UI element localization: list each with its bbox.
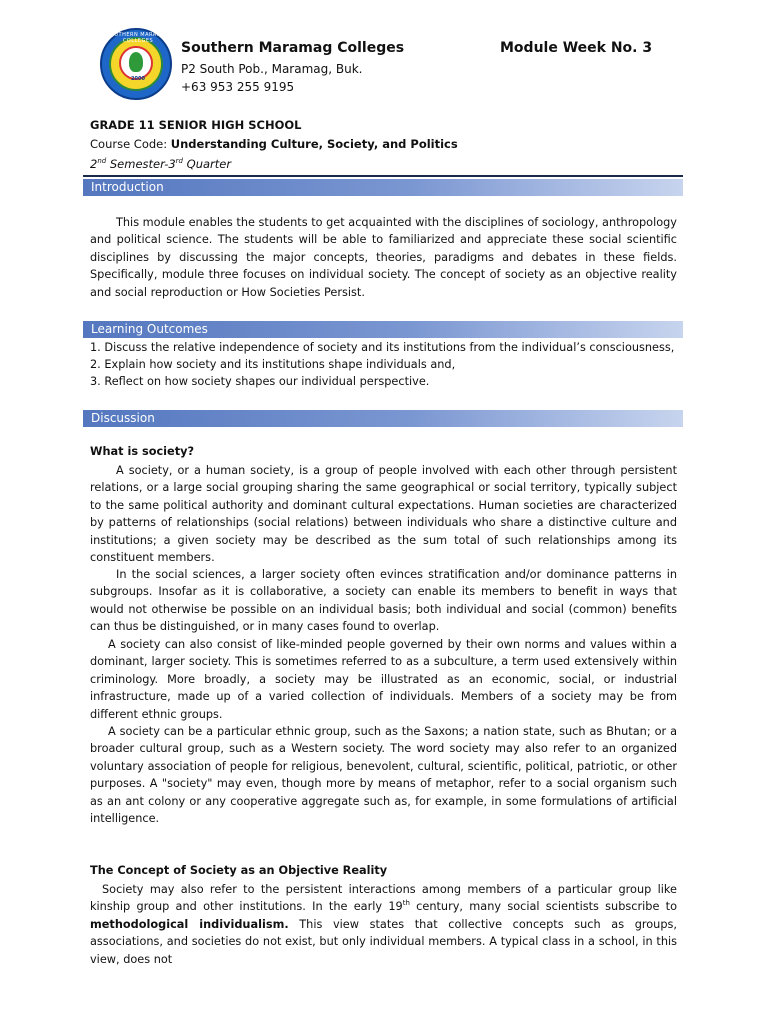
quarter-suffix: rd bbox=[175, 157, 183, 166]
objective-reality-paragraph bbox=[90, 881, 677, 968]
discussion-paragraph-1 bbox=[90, 462, 677, 566]
paragraph-text: This view states that collective concepts such as groups, associations, and societies do not exist, but only individual members. A typical class in a school, in this view, does not bbox=[90, 917, 677, 966]
school-name: Southern Maramag Colleges bbox=[181, 40, 405, 56]
ordinal-suffix: th bbox=[402, 899, 410, 908]
paragraph-text: A society can be a particular ethnic group, such as the Saxons; a nation state, such as Bhutan; or a broader cultural group, such as a Western society. The word society may also refer to an organized voluntary association of people for religious, benevolent, cultural, scientific, political, patriotic, or other purposes. A "society" may even, though more by means of metaphor, refer to a social organism such as an ant colony or any cooperative aggregate such as, for example, in some formulations of artificial intelligence. bbox=[90, 725, 677, 826]
school-logo-icon bbox=[100, 28, 172, 100]
discussion-paragraph-4 bbox=[90, 723, 677, 827]
logo-leaf-icon bbox=[129, 52, 143, 72]
introduction-body: This module enables the students to get acquainted with the disciplines of sociology, anthropology and political science. The students will be able to familiarized and appreciate these social scientific disciplines by discussing the major concepts, theories, paradigms and debates in these fields. Specifically, module three focuses on individual society. The concept of society as an objective reality and social reproduction or How Societies Persist. bbox=[90, 216, 677, 299]
discussion-paragraph-2 bbox=[90, 566, 677, 636]
paragraph-text: century, many social scientists subscribe to bbox=[409, 900, 678, 914]
learning-outcomes-heading: Learning Outcomes bbox=[83, 321, 683, 338]
school-phone: +63 953 255 9195 bbox=[181, 80, 295, 94]
semester-suffix: nd bbox=[97, 157, 107, 166]
course-code bbox=[90, 137, 458, 151]
semester-quarter bbox=[90, 157, 231, 171]
semester-text: Semester-3 bbox=[106, 157, 176, 171]
logo-text: SOUTHERN MARAMAG COLLEGES bbox=[106, 32, 170, 44]
course-code-value: Understanding Culture, Society, and Politics bbox=[170, 137, 458, 151]
paragraph-text: In the social sciences, a larger society often evinces stratification and/or dominance patterns in subgroups. Insofar as it is collaborative, a society can enable its members to benefit in ways that would not otherwise be possible on an individual basis; both individual and social (common) benefits can thus be distinguished, or in many cases found to overlap. bbox=[90, 568, 677, 634]
outcome-item-1: 1. Discuss the relative independence of society and its institutions from the individual’s consciousness, bbox=[90, 341, 675, 354]
discussion-paragraph-3 bbox=[90, 636, 677, 723]
introduction-heading: Introduction bbox=[83, 179, 683, 196]
outcome-item-2: 2. Explain how society and its institutions shape individuals and, bbox=[90, 358, 456, 371]
introduction-text bbox=[90, 214, 677, 301]
objective-reality-heading: The Concept of Society as an Objective Reality bbox=[90, 864, 388, 877]
outcome-item-3: 3. Reflect on how society shapes our individual perspective. bbox=[90, 375, 430, 388]
discussion-heading: Discussion bbox=[83, 410, 683, 427]
course-code-label: Course Code: bbox=[90, 137, 171, 151]
module-week: Module Week No. 3 bbox=[500, 40, 653, 56]
paragraph-text: A society can also consist of like-minded people governed by their own norms and values within a dominant, larger society. This is sometimes referred to as a subculture, a term used extensively within criminology. More broadly, a society may be illustrated as an economic, social, or industrial infrastructure, made up of a varied collection of individuals. Members of a society may be from different ethnic groups. bbox=[90, 638, 677, 721]
grade-level: GRADE 11 SENIOR HIGH SCHOOL bbox=[90, 118, 302, 132]
what-is-society-heading: What is society? bbox=[90, 445, 195, 458]
key-term: methodological individualism. bbox=[90, 917, 289, 931]
school-address: P2 South Pob., Maramag, Buk. bbox=[181, 62, 363, 76]
logo-year: 2000 bbox=[131, 76, 145, 82]
section-divider bbox=[83, 175, 683, 177]
paragraph-text: A society, or a human society, is a group of people involved with each other through persistent relations, or a large social grouping sharing the same geographical or social territory, typically subject to the same political authority and dominant cultural expectations. Human societies are characterized by patterns of relationships (social relations) between individuals who share a distinctive culture and institutions; a given society may be described as the sum total of such relationships among its constituent members. bbox=[90, 464, 677, 565]
quarter-text: Quarter bbox=[183, 157, 232, 171]
semester-number: 2 bbox=[90, 157, 98, 171]
paragraph-text: Society may also refer to the persistent interactions among members of a particular group like kinship group and other institutions. In the early 19 bbox=[90, 883, 677, 914]
